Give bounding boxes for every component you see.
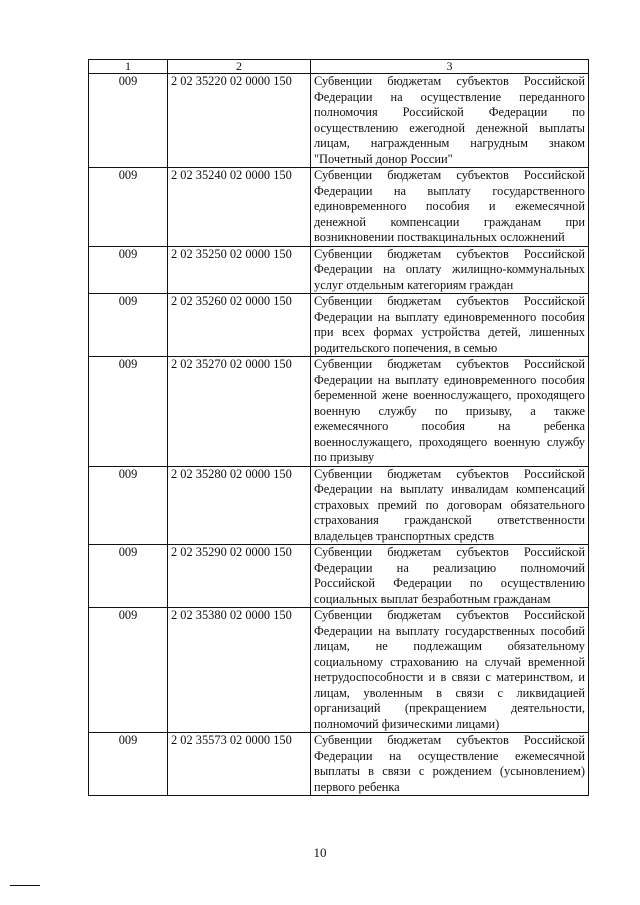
admin-code-cell: 009 <box>89 246 168 294</box>
table-row <box>89 545 589 608</box>
table-row <box>89 466 589 545</box>
description-cell: Субвенции бюджетам субъектов Российской Федерации на выплату единовременного пособия беременной жене военнослужащего, проходящего военную службу по призыву, а также ежемесячного пособия на ребенка военнослужащего, проходящего военную службу по призыву <box>311 357 589 467</box>
description-cell: Субвенции бюджетам субъектов Российской Федерации на выплату государственных пособий лицам, не подлежащим обязательному социальному страхованию на случай временной нетрудоспособности и в связи с материнством, и лицам, уволенным в связи с ликвидацией организаций (прекращением деятельности, полномочий физическими лицами) <box>311 608 589 733</box>
table-row <box>89 74 589 168</box>
budget-code-cell: 2 02 35240 02 0000 150 <box>168 168 311 247</box>
admin-code-cell: 009 <box>89 74 168 168</box>
admin-code-cell: 009 <box>89 168 168 247</box>
description-cell: Субвенции бюджетам субъектов Российской Федерации на выплату государственного единовременного пособия и ежемесячной денежной компенсации гражданам при возникновении поствакцинальных осложнений <box>311 168 589 247</box>
table-row <box>89 246 589 294</box>
table-row <box>89 294 589 357</box>
description-cell: Субвенции бюджетам субъектов Российской Федерации на осуществление переданного полномочия Российской Федерации по осуществлению ежегодной денежной выплаты лицам, награжденным нагрудным знаком "Почетный донор России" <box>311 74 589 168</box>
description-cell: Субвенции бюджетам субъектов Российской Федерации на выплату инвалидам компенсаций страховых премий по договорам обязательного страхования гражданской ответственности владельцев транспортных средств <box>311 466 589 545</box>
budget-code-cell: 2 02 35380 02 0000 150 <box>168 608 311 733</box>
table-row <box>89 733 589 796</box>
table-row <box>89 357 589 467</box>
admin-code-cell: 009 <box>89 608 168 733</box>
header-col-3: 3 <box>311 60 589 74</box>
header-col-2: 2 <box>168 60 311 74</box>
budget-code-cell: 2 02 35573 02 0000 150 <box>168 733 311 796</box>
budget-code-cell: 2 02 35250 02 0000 150 <box>168 246 311 294</box>
budget-code-cell: 2 02 35290 02 0000 150 <box>168 545 311 608</box>
budget-code-cell: 2 02 35220 02 0000 150 <box>168 74 311 168</box>
description-cell: Субвенции бюджетам субъектов Российской Федерации на оплату жилищно-коммунальных услуг отдельным категориям граждан <box>311 246 589 294</box>
footer-divider <box>10 885 40 886</box>
table-header-row <box>89 60 589 74</box>
admin-code-cell: 009 <box>89 294 168 357</box>
admin-code-cell: 009 <box>89 733 168 796</box>
table-row <box>89 608 589 733</box>
table-row <box>89 168 589 247</box>
description-cell: Субвенции бюджетам субъектов Российской Федерации на осуществление ежемесячной выплаты в связи с рождением (усыновлением) первого ребенка <box>311 733 589 796</box>
budget-classification-table <box>88 59 589 796</box>
admin-code-cell: 009 <box>89 466 168 545</box>
description-cell: Субвенции бюджетам субъектов Российской Федерации на реализацию полномочий Российской Федерации по осуществлению социальных выплат безработным гражданам <box>311 545 589 608</box>
description-cell: Субвенции бюджетам субъектов Российской Федерации на выплату единовременного пособия при всех формах устройства детей, лишенных родительского попечения, в семью <box>311 294 589 357</box>
budget-code-cell: 2 02 35260 02 0000 150 <box>168 294 311 357</box>
header-col-1: 1 <box>89 60 168 74</box>
budget-code-cell: 2 02 35280 02 0000 150 <box>168 466 311 545</box>
page-number: 10 <box>313 845 327 860</box>
admin-code-cell: 009 <box>89 545 168 608</box>
budget-code-cell: 2 02 35270 02 0000 150 <box>168 357 311 467</box>
admin-code-cell: 009 <box>89 357 168 467</box>
